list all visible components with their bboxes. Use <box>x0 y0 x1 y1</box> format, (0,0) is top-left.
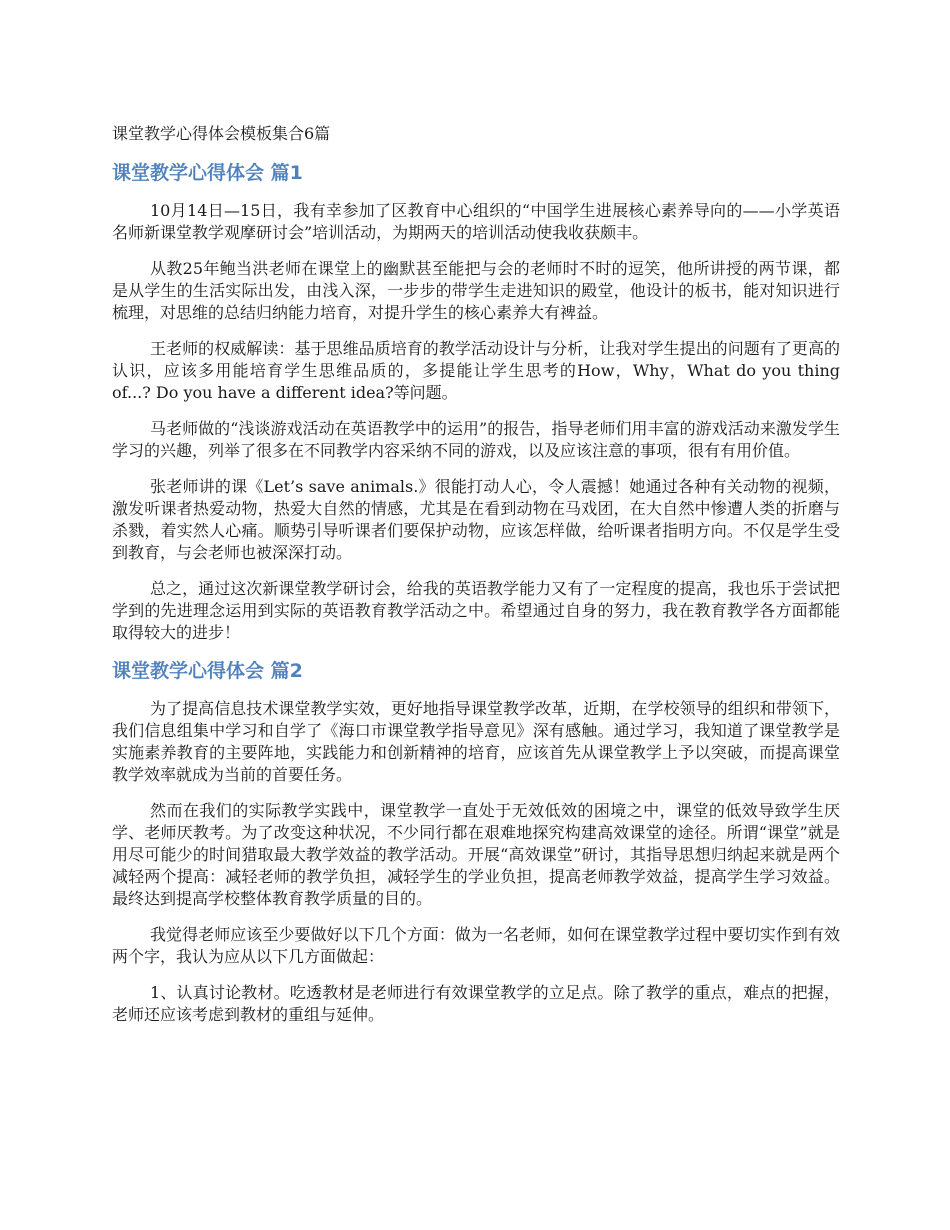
paragraph: 总之，通过这次新课堂教学研讨会，给我的英语教学能力又有了一定程度的提高，我也乐于尝试把学到的先进理念运用到实际的英语教育教学活动之中。希望通过自身的努力，我在教育教学各方面都能取得较大的进步！ <box>112 579 840 642</box>
paragraph: 从教25年鲍当洪老师在课堂上的幽默甚至能把与会的老师时不时的逗笑，他所讲授的两节课，都是从学生的生活实际出发，由浅入深，一步步的带学生走进知识的殿堂，他设计的板书，能对知识进行梳理，对思维的总结归纳能力培育，对提升学生的核心素养大有裨益。 <box>112 259 840 322</box>
paragraph: 我觉得老师应该至少要做好以下几个方面：做为一名老师，如何在课堂教学过程中要切实作到有效两个字，我认为应从以下几方面做起： <box>112 925 840 966</box>
paragraph: 张老师讲的课《Let’s save animals.》很能打动人心，令人震撼！她通过各种有关动物的视频，激发听课者热爱动物，热爱大自然的情感，尤其是在看到动物在马戏团，在大自然中惨遭人类的折磨与杀戮，着实然人心痛。顺势引导听课者们要保护动物，应该怎样做，给听课者指明方向。不仅是学生受到教育，与会老师也被深深打动。 <box>112 477 840 562</box>
section-heading: 课堂教学心得体会 篇1 <box>112 162 303 184</box>
section-1 <box>112 160 840 644</box>
paragraph: 10月14日—15日，我有幸参加了区教育中心组织的“中国学生进展核心素养导向的——小学英语名师新课堂教学观摩研讨会”培训活动，为期两天的培训活动使我收获颇丰。 <box>112 201 840 242</box>
paragraph: 王老师的权威解读：基于思维品质培育的教学活动设计与分析，让我对学生提出的问题有了更高的认识，应该多用能培育学生思维品质的，多提能让学生思考的How，Why，What do you thing of...? Do you have a different idea?等问题。 <box>112 339 840 402</box>
paragraph: 为了提高信息技术课堂教学实效，更好地指导课堂教学改革，近期，在学校领导的组织和带领下，我们信息组集中学习和自学了《海口市课堂教学指导意见》深有感触。通过学习，我知道了课堂教学是实施素养教育的主要阵地，实践能力和创新精神的培育，应该首先从课堂教学上予以突破，而提高课堂教学效率就成为当前的首要任务。 <box>112 699 840 784</box>
section-heading: 课堂教学心得体会 篇2 <box>112 660 303 682</box>
document-title: 课堂教学心得体会模板集合6篇 <box>112 124 331 143</box>
paragraph: 然而在我们的实际教学实践中，课堂教学一直处于无效低效的困境之中，课堂的低效导致学生厌学、老师厌教考。为了改变这种状况，不少同行都在艰难地探究构建高效课堂的途径。所谓“课堂”就是用尽可能少的时间猎取最大教学效益的教学活动。开展“高效课堂”研讨，其指导思想归纳起来就是两个减轻两个提高：减轻老师的教学负担，减轻学生的学业负担，提高老师教学效益，提高学生学习效益。最终达到提高学校整体教育教学质量的目的。 <box>112 801 840 908</box>
section-2 <box>112 658 840 1026</box>
paragraph: 马老师做的“浅谈游戏活动在英语教学中的运用”的报告，指导老师们用丰富的游戏活动来激发学生学习的兴趣，列举了很多在不同教学内容采纳不同的游戏，以及应该注意的事项，很有有用价值。 <box>112 419 840 460</box>
document-page <box>112 122 840 1040</box>
paragraph: 1、认真讨论教材。吃透教材是老师进行有效课堂教学的立足点。除了教学的重点，难点的把握，老师还应该考虑到教材的重组与延伸。 <box>112 983 840 1024</box>
